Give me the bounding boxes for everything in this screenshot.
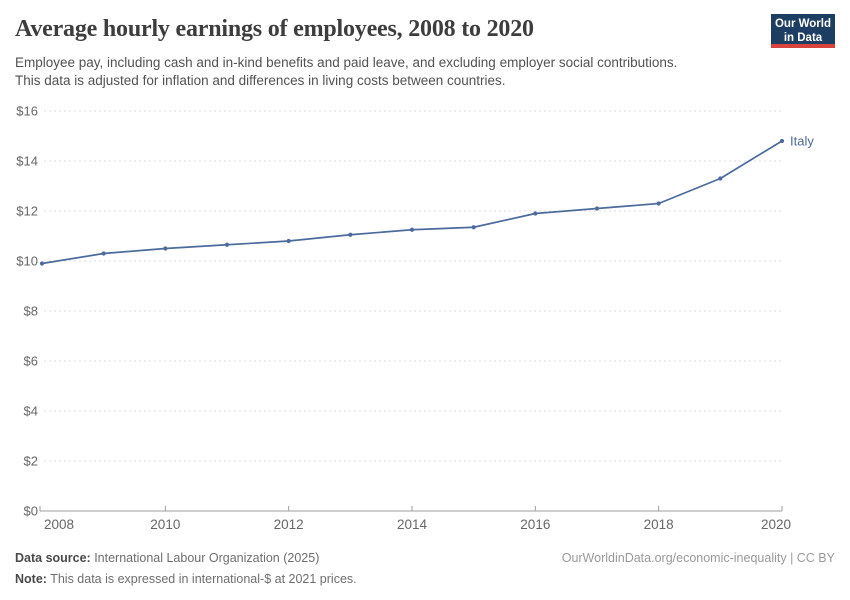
y-tick-label: $6 (23, 353, 38, 369)
note-label: Note: (15, 572, 47, 586)
note-value: This data is expressed in international-$ at 2021 prices. (46, 572, 357, 586)
owid-logo-text-line1: Our World (774, 18, 831, 30)
x-axis-ticks (40, 506, 782, 511)
grid-lines (40, 111, 782, 511)
footer-citation-link[interactable]: OurWorldinData.org/economic-inequality | CC BY (561, 551, 835, 565)
data-point (40, 261, 44, 265)
x-tick-label: 2018 (643, 517, 674, 532)
x-tick-label: 2020 (760, 517, 792, 532)
data-point (410, 228, 414, 232)
x-tick-label: 2014 (396, 517, 428, 532)
data-point (225, 243, 229, 247)
series-line-italy[interactable] (42, 141, 782, 264)
y-tick-label: $16 (16, 103, 38, 119)
x-axis-labels (44, 517, 791, 532)
data-point (657, 201, 661, 205)
series-markers (40, 139, 784, 266)
x-tick-label: 2012 (273, 517, 304, 532)
subtitle-line-1: Employee pay, including cash and in-kind benefits and paid leave, and excluding employer social contributions. (15, 55, 678, 70)
data-point (533, 211, 537, 215)
data-point (718, 176, 722, 180)
y-tick-label: $14 (16, 153, 38, 169)
data-point (102, 251, 106, 255)
y-axis-labels (16, 104, 38, 519)
y-tick-label: $8 (23, 303, 38, 319)
data-point (348, 233, 352, 237)
x-tick-label: 2010 (150, 517, 181, 532)
series-end-label[interactable]: Italy (790, 133, 814, 149)
chart-footer (15, 548, 835, 590)
data-point (163, 246, 167, 250)
data-point (287, 239, 291, 243)
y-tick-label: $10 (16, 253, 38, 269)
x-tick-label: 2008 (44, 517, 75, 532)
x-tick-label: 2016 (520, 517, 551, 532)
y-tick-label: $4 (23, 403, 38, 419)
note-line (15, 569, 835, 590)
subtitle-line-2: This data is adjusted for inflation and differences in living costs between countries. (15, 73, 506, 88)
data-source-value: International Labour Organization (2025) (90, 551, 320, 565)
data-point (472, 225, 476, 229)
data-point (595, 206, 599, 210)
y-tick-label: $0 (23, 503, 38, 519)
y-tick-label: $12 (16, 203, 38, 219)
data-point (780, 139, 784, 143)
y-tick-label: $2 (23, 453, 38, 469)
page-title: Average hourly earnings of employees, 2008 to 2020 (15, 16, 534, 42)
owid-logo-text-line2: in Data (783, 32, 823, 44)
data-source-label: Data source: (15, 551, 91, 565)
